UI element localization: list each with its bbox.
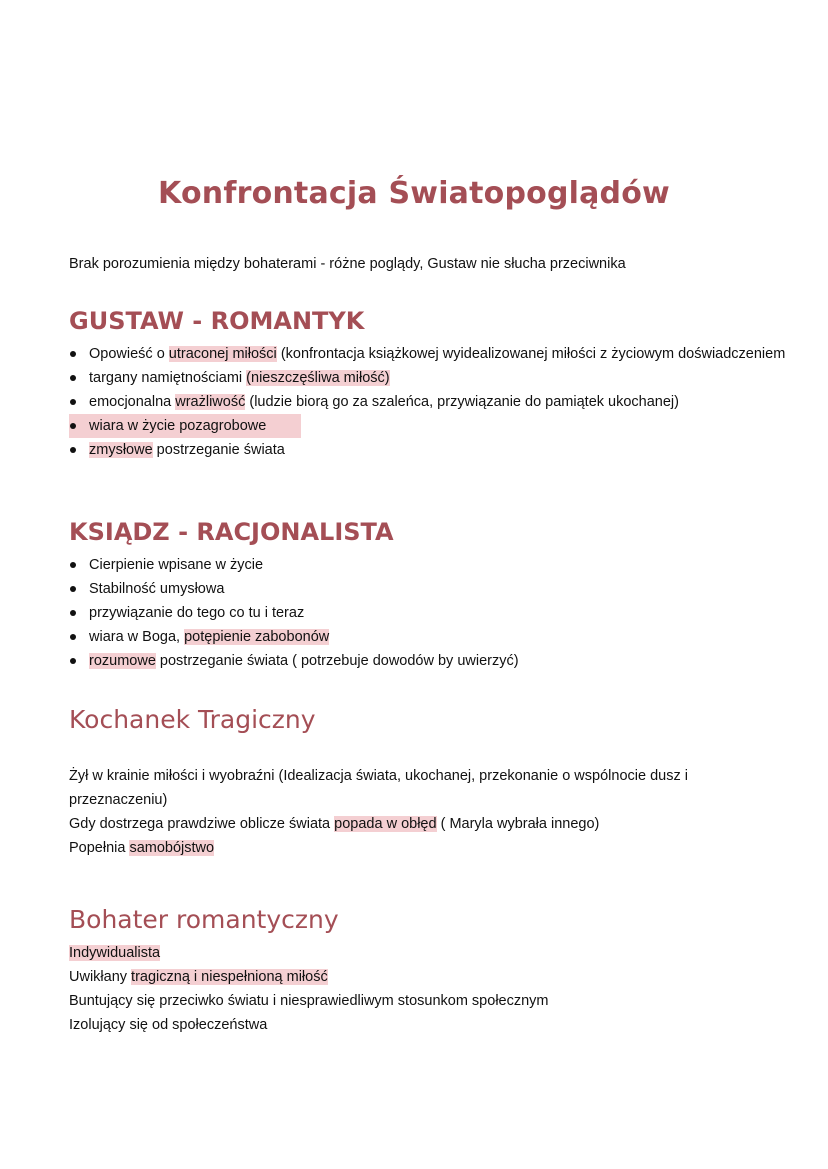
kochanek-paragraph: [69, 764, 789, 860]
item-text: targany namiętnościami: [89, 370, 247, 386]
list-item: [69, 366, 789, 390]
item-text: przywiązanie do tego co tu i teraz: [89, 605, 305, 621]
list-item: [69, 625, 789, 649]
line-text: ( Maryla wybrała innego): [436, 816, 600, 832]
item-text: (ludzie biorą go za szaleńca, przywiązanie do pamiątek ukochanej): [245, 394, 679, 410]
section-heading-kochanek: Kochanek Tragiczny: [69, 705, 316, 734]
item-text: emocjonalna: [89, 394, 176, 410]
paragraph-line: [69, 965, 789, 989]
highlighted-text: utraconej miłości: [168, 346, 277, 362]
highlighted-text: tragiczną i niespełnioną miłość: [131, 969, 328, 985]
list-item: [69, 553, 789, 577]
section-heading-bohater: Bohater romantyczny: [69, 905, 339, 934]
highlighted-text: (nieszczęśliwa miłość): [246, 370, 390, 386]
list-item: [69, 414, 789, 438]
item-text: (konfrontacja książkowej wyidealizowanej miłości z życiowym doświadczeniem: [276, 346, 786, 362]
paragraph-line: Buntujący się przeciwko światu i niesprawiedliwym stosunkom społecznym: [69, 993, 549, 1009]
item-text: postrzeganie świata: [152, 442, 285, 458]
line-text: Popełnia: [69, 840, 130, 856]
ksiadz-list: [69, 553, 789, 673]
highlighted-text: samobójstwo: [129, 840, 215, 856]
line-text: Uwikłany: [69, 969, 132, 985]
paragraph-line: Żył w krainie miłości i wyobraźni (Idealizacja świata, ukochanej, przekonanie o wspólnocie dusz i przeznaczeniu): [69, 768, 688, 808]
highlighted-text: wiara w życie pozagrobowe: [69, 414, 301, 438]
paragraph-line: [69, 836, 789, 860]
intro-text: Brak porozumienia między bohaterami - różne poglądy, Gustaw nie słucha przeciwnika: [69, 256, 626, 272]
gustaw-list: [69, 342, 789, 462]
highlighted-text: Indywidualista: [69, 945, 161, 961]
highlighted-text: popada w obłęd: [334, 816, 437, 832]
list-item: [69, 438, 789, 462]
list-item: [69, 342, 789, 366]
paragraph-line: [69, 812, 789, 836]
item-text: postrzeganie świata ( potrzebuje dowodów by uwierzyć): [155, 653, 519, 669]
section-heading-ksiadz: KSIĄDZ - RACJONALISTA: [69, 518, 394, 546]
highlighted-text: wrażliwość: [175, 394, 246, 410]
list-item: [69, 649, 789, 673]
list-item: [69, 577, 789, 601]
highlighted-text: zmysłowe: [89, 442, 153, 458]
item-text: Opowieść o: [89, 346, 169, 362]
page-title: Konfrontacja Światopoglądów: [158, 176, 670, 211]
item-text: wiara w Boga,: [89, 629, 185, 645]
item-text: Stabilność umysłowa: [89, 581, 225, 597]
line-text: Gdy dostrzega prawdziwe oblicze świata: [69, 816, 335, 832]
bohater-paragraph: [69, 941, 789, 1037]
highlighted-text: rozumowe: [89, 653, 156, 669]
list-item: [69, 390, 789, 414]
highlighted-text: potępienie zabobonów: [184, 629, 330, 645]
section-heading-gustaw: GUSTAW - ROMANTYK: [69, 307, 365, 335]
paragraph-line: [69, 941, 789, 965]
paragraph-line: Izolujący się od społeczeństwa: [69, 1017, 268, 1033]
item-text: Cierpienie wpisane w życie: [89, 557, 264, 573]
list-item: [69, 601, 789, 625]
